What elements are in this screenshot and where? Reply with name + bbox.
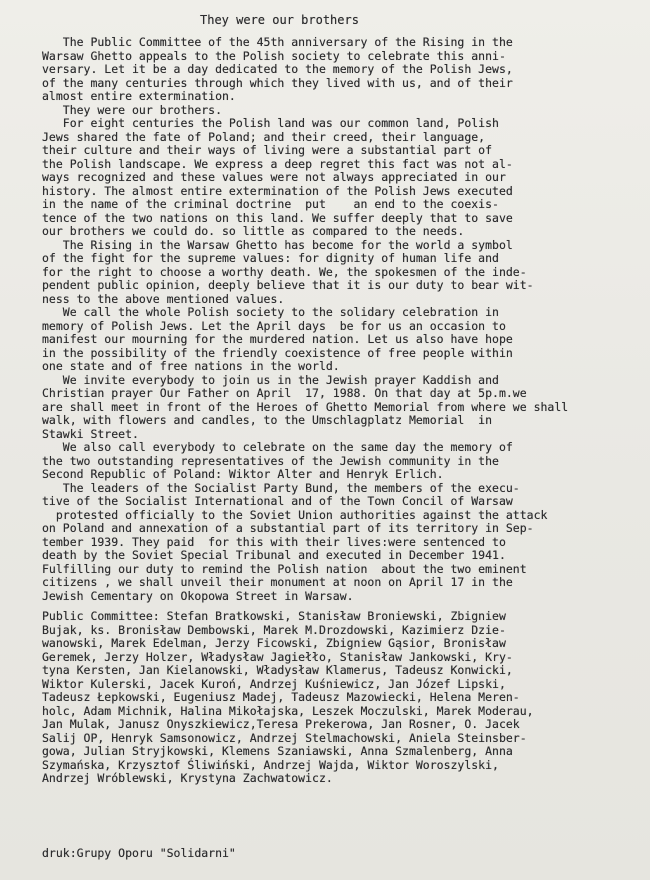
body-line: We invite everybody to join us in the Jewish prayer Kaddish and (42, 372, 499, 387)
body-line: We also call everybody to celebrate on the same day the memory of (42, 440, 513, 454)
body-line: death by the Soviet Special Tribunal and executed in December 1941. (42, 548, 506, 562)
body-line: protested officially to the Soviet Union authorities against the attack (42, 507, 548, 522)
body-line: their culture and their ways of living were a substantial part of (42, 143, 493, 157)
body-line: memory of Polish Jews. Let the April days be for us an occasion to (42, 318, 506, 333)
committee-line: Szymańska, Krzysztof Śliwiński, Andrzej Wajda, Wiktor Woroszylski, (42, 757, 499, 772)
body-line: manifest our mourning for the murdered nation. Let us also have hope (42, 332, 513, 346)
body-line: For eight centuries the Polish land was our common land, Polish (42, 116, 499, 130)
committee-line: Public Committee: Stefan Bratkowski, Stanisław Broniewski, Zbigniew (42, 609, 506, 623)
body-line: are shall meet in front of the Heroes of Ghetto Memorial from where we shall (42, 399, 569, 414)
body-line: versary. Let it be a day dedicated to the memory of the Polish Jews, (42, 62, 513, 76)
body-line: Fulfilling our duty to remind the Polish nation about the two eminent (42, 561, 527, 576)
committee-line: Tadeusz Łepkowski, Eugeniusz Madej, Tadeusz Mazowiecki, Helena Meren- (42, 690, 520, 704)
body-line: tive of the Socialist International and of the Town Concil of Warsaw (42, 494, 513, 508)
body-line: tence of the two nations on this land. We suffer deeply that to save (42, 210, 513, 225)
body-line: Jewish Cementary on Okopowa Street in Warsaw. (42, 588, 354, 603)
body-line: Stawki Street. (42, 426, 139, 441)
print-imprint: druk:Grupy Oporu "Solidarni" (42, 846, 236, 860)
body-line: walk, with flowers and candles, to the Umschlagplatz Memorial in (42, 413, 493, 427)
committee-line: Jan Mulak, Janusz Onyszkiewicz,Teresa Prekerowa, Jan Rosner, O. Jacek (42, 717, 520, 731)
committee-line: tyna Kersten, Jan Kielanowski, Władysław Klamerus, Tadeusz Konwicki, (42, 663, 513, 677)
document-title: They were our brothers (200, 13, 359, 27)
body-line: the two outstanding representatives of the Jewish community in the (42, 453, 499, 468)
body-line: pendent public opinion, deeply believe that it is our duty to bear wit- (42, 278, 534, 292)
body-line: ness to the above mentioned values. (42, 291, 285, 306)
body-line: Warsaw Ghetto appeals to the Polish society to celebrate this anni- (42, 48, 506, 63)
body-line: in the name of the criminal doctrine put an end to the coexis- (42, 197, 499, 211)
body-line: Jews shared the fate of Poland; and their creed, their language, (42, 129, 486, 144)
committee-line: holc, Adam Michnik, Halina Mikołajska, Leszek Moczulski, Marek Moderau, (42, 703, 534, 718)
body-line: of the fight for the supreme values: for dignity of human life and (42, 251, 499, 265)
body-line: The Public Committee of the 45th anniversary of the Rising in the (42, 35, 513, 49)
body-line: Second Republic of Poland: Wiktor Alter and Henryk Erlich. (42, 467, 444, 481)
body-line: history. The almost entire extermination of the Polish Jews executed (42, 183, 513, 198)
body-line: the Polish landscape. We express a deep regret this fact was not al- (42, 156, 513, 171)
body-line: The Rising in the Warsaw Ghetto has become for the world a symbol (42, 237, 513, 252)
body-line: Christian prayer Our Father on April 17, 1988. On that day at 5p.m.we (42, 386, 527, 400)
body-line: in the possibility of the friendly coexistence of free people within (42, 345, 513, 360)
committee-line: wanowski, Marek Edelman, Jerzy Ficowski, Zbigniew Gąsior, Bronisław (42, 636, 506, 650)
committee-line: Bujak, ks. Bronisław Dembowski, Marek M.Drozdowski, Kazimierz Dzie- (42, 622, 506, 637)
committee-line: Salij OP, Henryk Samsonowicz, Andrzej Stelmachowski, Aniela Steinsber- (42, 730, 527, 745)
committee-line: Wiktor Kulerski, Jacek Kuroń, Andrzej Kuśniewicz, Jan Józef Lipski, (42, 676, 506, 691)
public-committee-signatories (42, 610, 534, 786)
committee-line: Geremek, Jerzy Holzer, Władysław Jagiełło, Stanisław Jankowski, Kry- (42, 649, 513, 664)
body-line: We call the whole Polish society to the solidary celebration in (42, 305, 499, 319)
body-line: The leaders of the Socialist Party Bund, the members of the execu- (42, 480, 520, 495)
appeal-body (42, 36, 568, 603)
body-line: of the many centuries through which they lived with us, and of their (42, 75, 513, 90)
body-line: tember 1939. They paid for this with their lives:were sentenced to (42, 534, 506, 549)
committee-line: Andrzej Wróblewski, Krystyna Zachwatowicz. (42, 771, 333, 785)
body-line: They were our brothers. (42, 102, 223, 117)
body-line: our brothers we could do. so little as compared to the needs. (42, 224, 465, 238)
body-line: one state and of free nations in the world. (42, 359, 340, 373)
committee-line: gowa, Julian Stryjkowski, Klemens Szaniawski, Anna Szmalenberg, Anna (42, 744, 513, 758)
body-line: almost entire extermination. (42, 89, 236, 103)
body-line: ways recognized and these values were not always appreciated in our (42, 170, 506, 184)
body-line: for the right to choose a worthy death. We, the spokesmen of the inde- (42, 264, 527, 279)
body-line: citizens , we shall unveil their monument at noon on April 17 in the (42, 575, 513, 589)
body-line: on Poland and annexation of a substantial part of its territory in Sep- (42, 521, 534, 535)
